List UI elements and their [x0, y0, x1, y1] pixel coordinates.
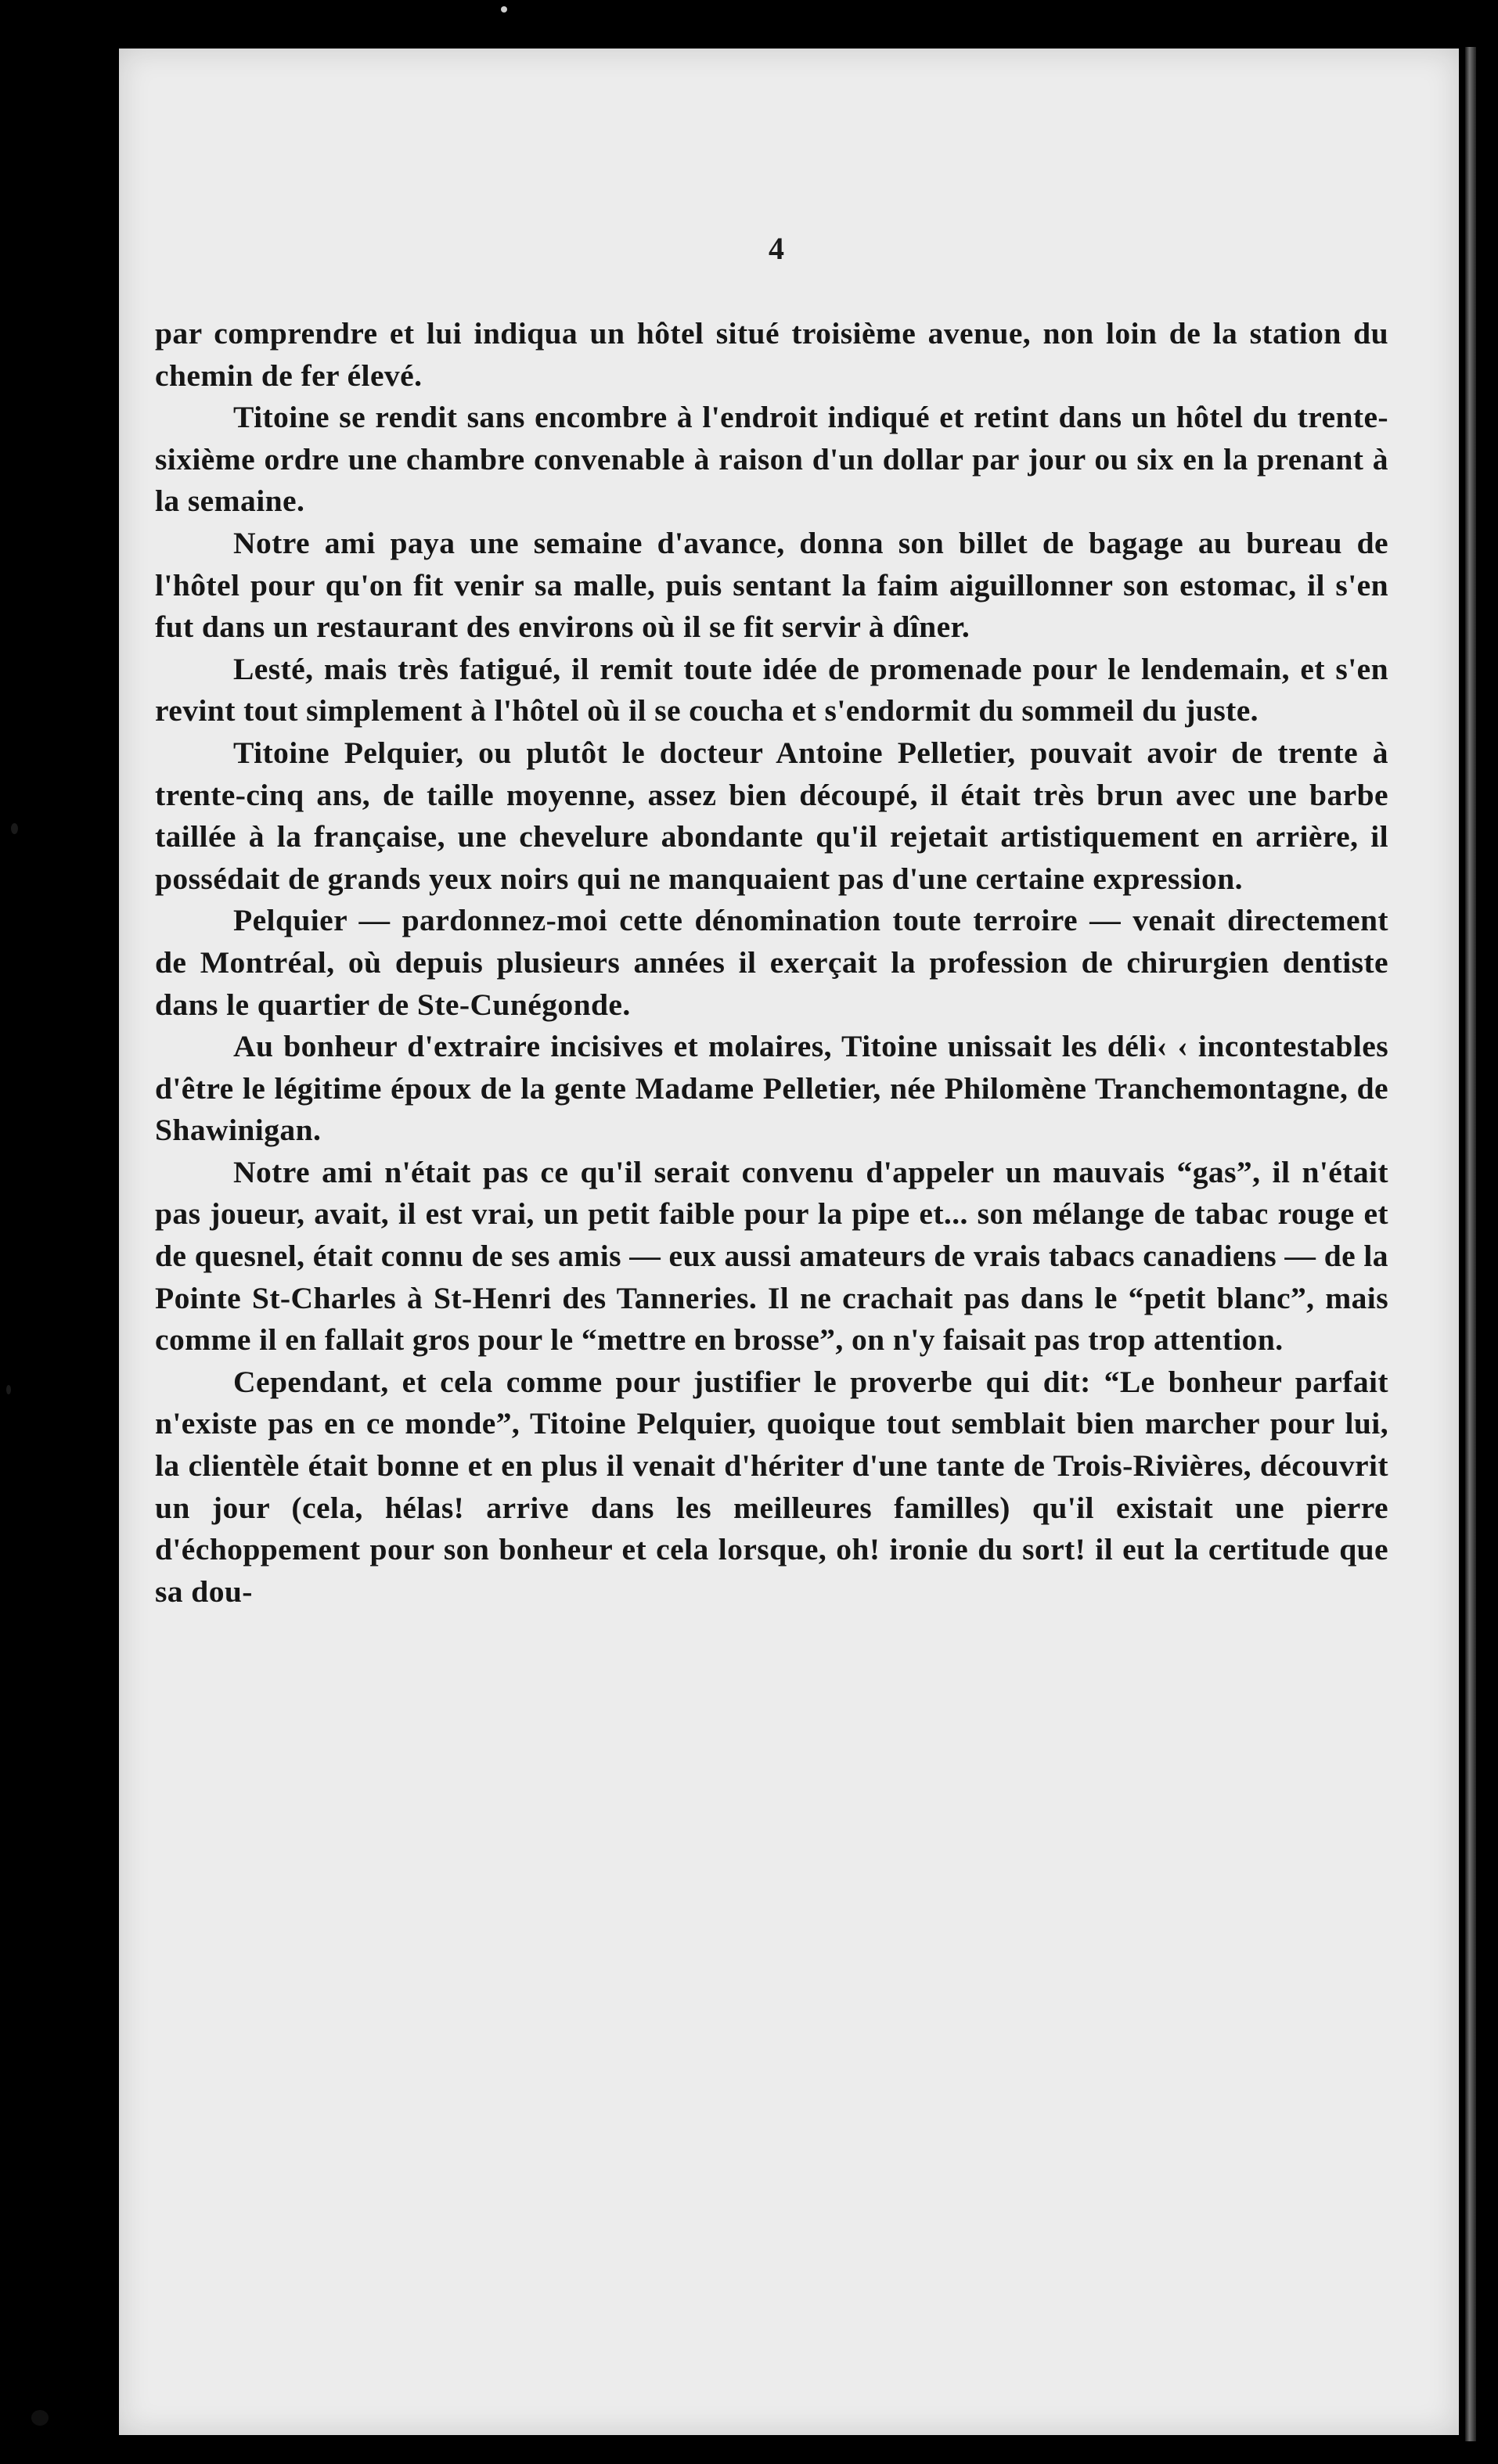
- scan-speck: [31, 2410, 49, 2426]
- scan-speck: [501, 6, 507, 13]
- page-number: 4: [769, 231, 784, 266]
- body-text: [155, 313, 1388, 1613]
- paragraph: Pelquier — pardonnez-moi cette dénomination toute terroire — venait directement de Montréal, où depuis plusieurs années il exerçait la profession de chirurgien dentiste dans le quartier de Ste-Cunégonde.: [155, 903, 1388, 1022]
- scan-speck: [11, 823, 18, 834]
- paragraph: Notre ami paya une semaine d'avance, donna son billet de bagage au bureau de l'hôtel pour qu'on fit venir sa malle, puis sentant la faim aiguillonner son estomac, il s'en fut dans un restaurant des environs où il se fit servir à dîner.: [155, 525, 1388, 645]
- paragraph: Cependant, et cela comme pour justifier le proverbe qui dit: “Le bonheur parfait n'existe pas en ce monde”, Titoine Pelquier, quoique tout semblait bien marcher pour lui, la clientèle était bonne et en plus il venait d'hériter d'une tante de Trois-Rivières, découvrit un jour (cela, hélas! arrive dans les meilleures familles) qu'il existait une pierre d'échoppement pour son bonheur et cela lorsque, oh! ironie du sort! il eut la certitude que sa dou-: [155, 1364, 1388, 1609]
- paragraph: par comprendre et lui indiqua un hôtel situé troisième avenue, non loin de la station du chemin de fer élevé.: [155, 316, 1388, 393]
- paragraph: Titoine se rendit sans encombre à l'endroit indiqué et retint dans un hôtel du trente-sixième ordre une chambre convenable à raison d'un dollar par jour ou six en la prenant à la semaine.: [155, 400, 1388, 519]
- scan-speck: [6, 1385, 11, 1394]
- paragraph: Lesté, mais très fatigué, il remit toute idée de promenade pour le lendemain, et s'en revint tout simplement à l'hôtel où il se coucha et s'endormit du sommeil du juste.: [155, 651, 1388, 728]
- paragraph: Au bonheur d'extraire incisives et molaires, Titoine unissait les déli‹ ‹ incontestables d'être le légitime époux de la gente Madame Pelletier, née Philomène Tranchemontagne, de Shawinigan.: [155, 1029, 1388, 1148]
- paragraph: Titoine Pelquier, ou plutôt le docteur Antoine Pelletier, pouvait avoir de trente à trente-cinq ans, de taille moyenne, assez bien découpé, il était très brun avec une barbe taillée à la française, une chevelure abondante qu'il rejetait artistiquement en arrière, il possédait de grands yeux noirs qui ne manquaient pas d'une certaine expression.: [155, 735, 1388, 896]
- paragraph: Notre ami n'était pas ce qu'il serait convenu d'appeler un mauvais “gas”, il n'était pas joueur, avait, il est vrai, un petit faible pour la pipe et... son mélange de tabac rouge et de quesnel, était connu de ses amis — eux aussi amateurs de vrais tabacs canadiens — de la Pointe St-Charles à St-Henri des Tanneries. Il ne crachait pas dans le “petit blanc”, mais comme il en fallait gros pour le “mettre en brosse”, on n'y faisait pas trop attention.: [155, 1154, 1388, 1358]
- page-edge-shadow: [1465, 47, 1476, 2441]
